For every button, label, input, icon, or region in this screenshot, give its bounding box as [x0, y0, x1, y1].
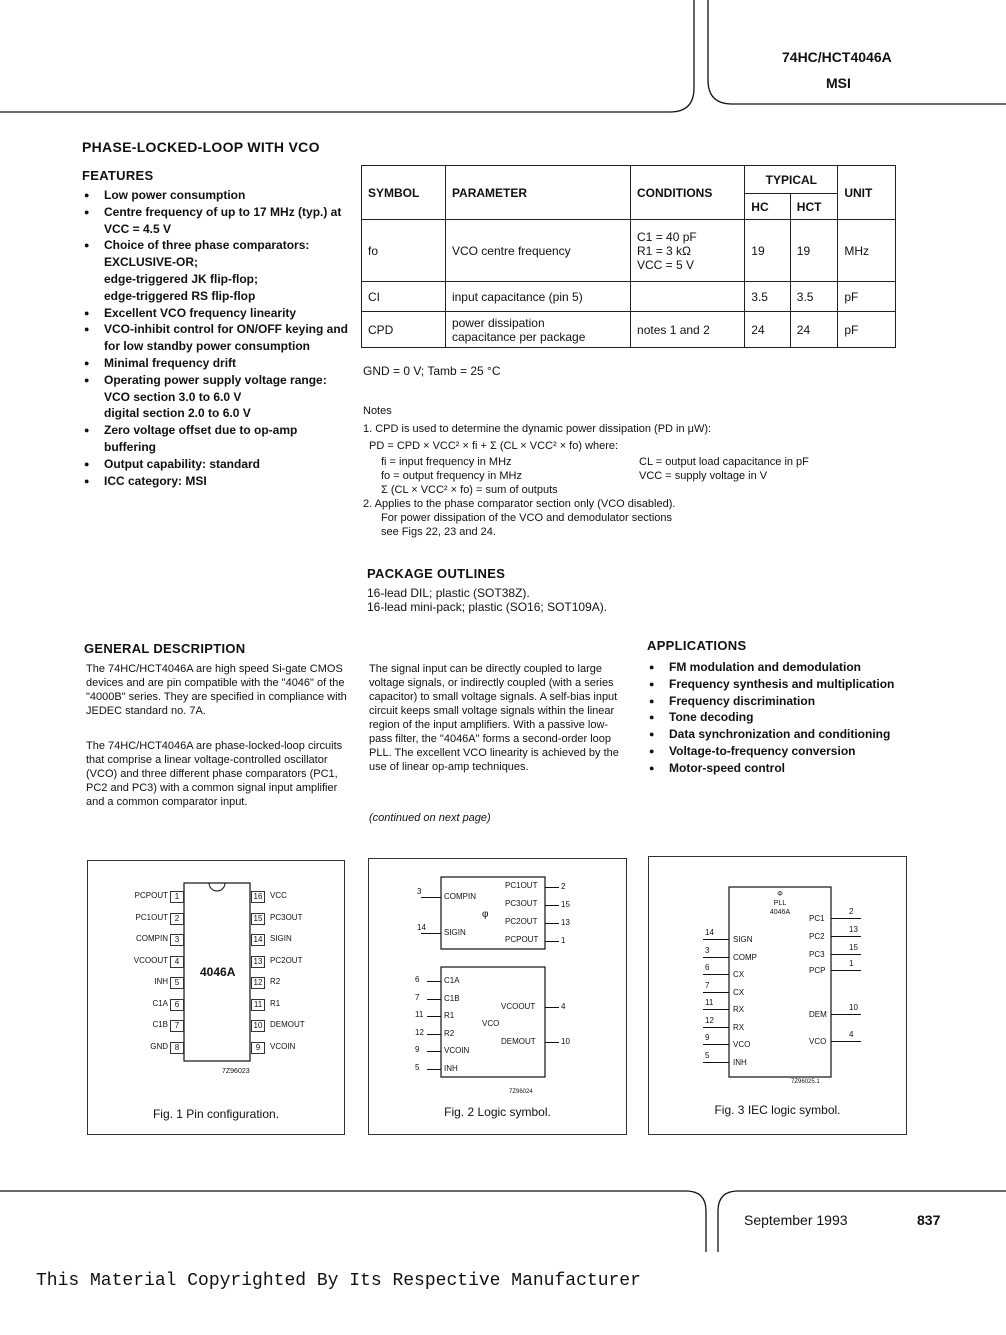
- feature-item: ● Minimal frequency drift: [82, 355, 352, 372]
- pin-number: 6: [705, 963, 710, 972]
- pin-lead: [545, 923, 559, 924]
- pin-number: 4: [170, 956, 184, 968]
- pin-lead: [545, 905, 559, 906]
- cell-hct: 24: [790, 312, 838, 348]
- pin-label: VCC: [270, 891, 287, 900]
- pin-lead: [703, 939, 729, 940]
- pin-label: PC3OUT: [270, 912, 303, 922]
- cell-symbol: fo: [362, 220, 446, 282]
- feature-item: ● Choice of three phase comparators: EXCLUSIVE-OR; edge-triggered JK flip-flop; edge-triggered RS flip-flop: [82, 237, 352, 304]
- pin-lead: [427, 1034, 441, 1035]
- pin-lead: [831, 1041, 861, 1042]
- pin-label: PCP: [809, 966, 826, 975]
- pin-lead: [545, 887, 559, 888]
- pin-label: C1B: [152, 1020, 168, 1029]
- fig1-chip-label: 4046A: [200, 965, 236, 979]
- cell-hc: 19: [745, 220, 791, 282]
- pin-label: PC1: [809, 914, 825, 923]
- features-list: [82, 187, 352, 489]
- pin-label: VCO: [809, 1037, 827, 1046]
- figure-1-pin-configuration: [87, 860, 345, 1135]
- pin-number: 14: [705, 928, 714, 937]
- pin-label: C1A: [152, 998, 168, 1008]
- col-typical: TYPICAL: [745, 166, 838, 194]
- pin-label: PCPOUT: [134, 891, 168, 900]
- pin-label: CX: [733, 970, 745, 979]
- pin-label: PC3OUT: [505, 899, 538, 908]
- col-symbol: SYMBOL: [362, 166, 446, 220]
- pin-number: 1: [561, 936, 566, 945]
- cell-parameter: power dissipation capacitance per package: [445, 312, 630, 348]
- pin-lead: [545, 1042, 559, 1043]
- col-unit: UNIT: [838, 166, 896, 220]
- pin-lead: [545, 941, 559, 942]
- pin-label: INH: [154, 977, 168, 986]
- header-part-number: 74HC/HCT4046A: [782, 49, 892, 65]
- pin-number: 11: [251, 999, 265, 1011]
- figure-3-iec-symbol: [648, 856, 907, 1135]
- pin-label: SIGIN: [270, 934, 292, 943]
- pin-label: PC3: [809, 950, 825, 959]
- pin-lead: [703, 957, 729, 958]
- pin-number: 9: [415, 1045, 420, 1054]
- footer-page-number: 837: [917, 1212, 941, 1228]
- fig2-caption: Fig. 2 Logic symbol.: [444, 1105, 551, 1119]
- pin-number: 10: [849, 1003, 858, 1012]
- pin-number: 15: [849, 943, 858, 952]
- cell-parameter: input capacitance (pin 5): [445, 282, 630, 312]
- header-class: MSI: [826, 75, 851, 91]
- note-2: 2. Applies to the phase comparator section only (VCO disabled).: [363, 498, 676, 510]
- pin-label: GND: [150, 1041, 168, 1051]
- table-footnote: GND = 0 V; Tamb = 25 °C: [363, 364, 501, 378]
- col-conditions: CONDITIONS: [631, 166, 745, 220]
- pin-label: PC2OUT: [270, 955, 303, 965]
- pin-lead: [703, 992, 729, 993]
- pin-number: 7: [170, 1020, 184, 1032]
- pin-number: 2: [561, 882, 566, 891]
- fig2-pins: [369, 859, 626, 1134]
- fig2-phi: φ: [482, 909, 489, 920]
- pin-number: 10: [251, 1020, 265, 1032]
- pin-lead: [831, 954, 861, 955]
- pin-label: DEMOUT: [270, 1020, 305, 1029]
- pin-label: C1B: [444, 993, 460, 1003]
- application-item: ● Data synchronization and conditioning: [647, 726, 907, 743]
- feature-item: ● Output capability: standard: [82, 456, 352, 473]
- cell-hc: 3.5: [745, 282, 791, 312]
- cell-hct: 3.5: [790, 282, 838, 312]
- pin-number: 12: [415, 1027, 424, 1037]
- pin-label: R2: [444, 1028, 455, 1038]
- note-sum: Σ (CL × VCC² × fo) = sum of outputs: [381, 484, 558, 496]
- pin-number: 4: [561, 1002, 566, 1011]
- pin-number: 5: [705, 1050, 710, 1060]
- continued-note: (continued on next page): [369, 812, 491, 824]
- pin-number: 13: [251, 956, 265, 968]
- comparator-jk: edge-triggered JK flip-flop;: [104, 271, 258, 286]
- note-1: 1. CPD is used to determine the dynamic power dissipation (PD in μW):: [363, 423, 712, 435]
- pin-number: 12: [705, 1015, 714, 1025]
- copyright-notice: This Material Copyrighted By Its Respective Manufacturer: [36, 1271, 641, 1291]
- pin-lead: [427, 1069, 441, 1070]
- pin-lead: [831, 936, 861, 937]
- pin-label: PC1OUT: [135, 912, 168, 922]
- pin-number: 16: [251, 891, 265, 903]
- cell-unit: pF: [838, 282, 896, 312]
- pin-label: RX: [733, 1022, 745, 1032]
- pin-number: 7: [415, 992, 420, 1002]
- pin-label: VCOIN: [270, 1041, 296, 1051]
- footer-frame: [0, 1180, 1006, 1260]
- pin-lead: [703, 1062, 729, 1063]
- pin-number: 5: [170, 977, 184, 989]
- comparator-rs: edge-triggered RS flip-flop: [104, 288, 256, 303]
- general-heading: GENERAL DESCRIPTION: [84, 641, 246, 656]
- pin-number: 1: [170, 891, 184, 903]
- cell-hct: 19: [790, 220, 838, 282]
- pin-label: COMPIN: [136, 934, 168, 943]
- pin-number: 4: [849, 1030, 854, 1039]
- application-item: ● Voltage-to-frequency conversion: [647, 743, 907, 760]
- pin-number: 2: [849, 907, 854, 916]
- pin-lead: [545, 1007, 559, 1008]
- pin-number: 8: [170, 1042, 184, 1054]
- fig2-vco-label: VCO: [482, 1019, 500, 1028]
- fig3-head: Φ PLL 4046A: [769, 891, 791, 916]
- pin-number: 6: [170, 999, 184, 1011]
- pin-label: PCPOUT: [505, 935, 539, 944]
- pin-number: 11: [705, 998, 714, 1007]
- cell-symbol: CPD: [362, 312, 446, 348]
- col-hct: HCT: [790, 194, 838, 220]
- feature-item: ● VCO-inhibit control for ON/OFF keying and for low standby power consumption: [82, 321, 352, 355]
- fig1-code: 7Z96023: [222, 1068, 250, 1075]
- cell-unit: MHz: [838, 220, 896, 282]
- pin-lead: [703, 974, 729, 975]
- pin-number: 7: [705, 980, 710, 990]
- pin-label: RX: [733, 1005, 745, 1014]
- general-p2: The 74HC/HCT4046A are phase-locked-loop circuits that comprise a linear voltage-controlled oscillator (VCO) and three different phase comparators (PC1, PC2 and PC3) with a common signal input amplifier and a common comparator input.: [86, 740, 343, 808]
- pin-label: PC2OUT: [505, 917, 538, 926]
- pin-number: 15: [561, 900, 570, 909]
- pin-number: 14: [251, 934, 265, 946]
- pin-label: R1: [444, 1011, 455, 1020]
- table-row: [362, 282, 896, 312]
- cell-conditions: [631, 282, 745, 312]
- pin-number: 15: [251, 913, 265, 925]
- note-fi: fi = input frequency in MHz: [381, 456, 512, 468]
- pin-lead: [421, 897, 441, 898]
- pin-label: COMP: [733, 952, 757, 962]
- application-item: ● Tone decoding: [647, 709, 907, 726]
- pin-number: 14: [417, 923, 426, 932]
- feature-item: ● Low power consumption: [82, 187, 352, 204]
- cell-conditions: notes 1 and 2: [631, 312, 745, 348]
- pin-label: COMPIN: [444, 892, 476, 901]
- pin-lead: [427, 1016, 441, 1017]
- pin-label: VCOIN: [444, 1046, 470, 1055]
- application-item: ● FM modulation and demodulation: [647, 659, 907, 676]
- pin-label: PC2: [809, 932, 825, 941]
- general-p3: The signal input can be directly coupled to large voltage signals, or indirectly coupled (with a series capacitor) to small voltage signals. A self-bias input circuit keeps small voltage signals within the linear region of the input amplifiers. With a passive low-pass filter, the "4046A" forms a second-order loop PLL. The excellent VCO linearity is achieved by the use of linear op-amp techniques.: [369, 663, 619, 773]
- general-p1: The 74HC/HCT4046A are high speed Si-gate CMOS devices and are pin compatible with the "4046" of the "4000B" series. They are specified in compliance with JEDEC standard no. 7A.: [86, 663, 347, 717]
- col-parameter: PARAMETER: [445, 166, 630, 220]
- pin-number: 11: [415, 1010, 424, 1019]
- pin-lead: [703, 1044, 729, 1045]
- pin-label: DEMOUT: [501, 1037, 536, 1046]
- note-fo: fo = output frequency in MHz: [381, 470, 522, 482]
- application-item: ● Motor-speed control: [647, 760, 907, 777]
- pin-label: VCO: [733, 1040, 751, 1049]
- pin-label: C1A: [444, 976, 460, 985]
- pin-lead: [703, 1027, 729, 1028]
- features-heading: FEATURES: [82, 168, 154, 183]
- pin-number: 2: [170, 913, 184, 925]
- range-digital: digital section 2.0 to 6.0 V: [104, 406, 251, 421]
- pin-label: DEM: [809, 1010, 827, 1019]
- pin-number: 13: [561, 918, 570, 927]
- application-item: ● Frequency discrimination: [647, 693, 907, 710]
- note-equation: PD = CPD × VCC² × fi + Σ (CL × VCC² × fo) where:: [369, 440, 619, 452]
- fig2-code: 7Z96024: [509, 1089, 533, 1095]
- fig3-caption: Fig. 3 IEC logic symbol.: [714, 1103, 841, 1117]
- feature-item: ● Centre frequency of up to 17 MHz (typ.) at VCC = 4.5 V: [82, 204, 352, 238]
- figure-2-logic-symbol: [368, 858, 627, 1135]
- note-2-cont: see Figs 22, 23 and 24.: [381, 526, 496, 538]
- pin-label: VCOOUT: [133, 955, 168, 965]
- feature-item: ● Excellent VCO frequency linearity: [82, 305, 352, 322]
- applications-heading: APPLICATIONS: [647, 638, 747, 653]
- pin-number: 12: [251, 977, 265, 989]
- feature-item: ● ICC category: MSI: [82, 473, 352, 490]
- package-list: [367, 586, 607, 614]
- feature-item: ● Zero voltage offset due to op-amp buffering: [82, 422, 352, 456]
- pin-label: R2: [270, 977, 281, 986]
- pin-label: SIGIN: [444, 928, 466, 937]
- page-title: PHASE-LOCKED-LOOP WITH VCO: [82, 139, 320, 155]
- note-vcc: VCC = supply voltage in V: [639, 470, 768, 482]
- package-line: 16-lead DIL; plastic (SOT38Z).: [367, 586, 530, 600]
- pin-number: 3: [705, 945, 710, 955]
- fig1-caption: Fig. 1 Pin configuration.: [152, 1107, 280, 1121]
- pin-label: INH: [444, 1063, 458, 1073]
- pin-lead: [421, 933, 441, 934]
- pin-label: INH: [733, 1057, 747, 1067]
- fig3-code: 7Z96025.1: [791, 1079, 820, 1085]
- pin-lead: [831, 1014, 861, 1015]
- pin-label: R1: [270, 998, 281, 1008]
- package-line: 16-lead mini-pack; plastic (SO16; SOT109A).: [367, 600, 608, 614]
- pin-number: 1: [849, 959, 854, 968]
- pin-lead: [831, 918, 861, 919]
- col-hc: HC: [745, 194, 791, 220]
- pin-lead: [427, 981, 441, 982]
- cell-parameter: VCO centre frequency: [445, 220, 630, 282]
- table-row: [362, 220, 896, 282]
- table-row: [362, 312, 896, 348]
- pin-lead: [427, 1051, 441, 1052]
- fig3-pins: [649, 857, 906, 1134]
- spec-table: [361, 165, 896, 348]
- pin-number: 9: [251, 1042, 265, 1054]
- pin-lead: [703, 1009, 729, 1010]
- notes-heading: Notes: [363, 405, 392, 417]
- pin-number: 10: [561, 1037, 570, 1046]
- note-cl: CL = output load capacitance in pF: [639, 456, 809, 468]
- note-2-cont: For power dissipation of the VCO and demodulator sections: [381, 512, 673, 524]
- pin-label: VCOOUT: [501, 1002, 536, 1011]
- feature-item: ● Operating power supply voltage range: VCO section 3.0 to 6.0 V digital section 2.0 to 6.0 V: [82, 372, 352, 422]
- fig1-left-pins: [88, 861, 344, 1134]
- pin-number: 3: [170, 934, 184, 946]
- notes-block: [363, 404, 923, 539]
- pin-number: 3: [417, 887, 422, 896]
- cell-symbol: CI: [362, 282, 446, 312]
- pin-label: PC1OUT: [505, 881, 538, 890]
- pin-label: CX: [733, 987, 745, 997]
- pin-number: 13: [849, 925, 858, 934]
- application-item: ● Frequency synthesis and multiplication: [647, 676, 907, 693]
- pin-number: 6: [415, 975, 420, 984]
- cell-unit: pF: [838, 312, 896, 348]
- pin-lead: [427, 999, 441, 1000]
- pin-number: 9: [705, 1033, 710, 1042]
- cell-conditions: C1 = 40 pF R1 = 3 kΩ VCC = 5 V: [631, 220, 745, 282]
- comparator-xor: EXCLUSIVE-OR;: [104, 255, 199, 270]
- cell-hc: 24: [745, 312, 791, 348]
- pin-label: SIGN: [733, 935, 753, 944]
- package-heading: PACKAGE OUTLINES: [367, 566, 506, 581]
- pin-number: 5: [415, 1062, 420, 1072]
- footer-date: September 1993: [744, 1212, 848, 1228]
- pin-lead: [831, 970, 861, 971]
- range-vco: VCO section 3.0 to 6.0 V: [104, 389, 242, 404]
- applications-list: [647, 659, 907, 777]
